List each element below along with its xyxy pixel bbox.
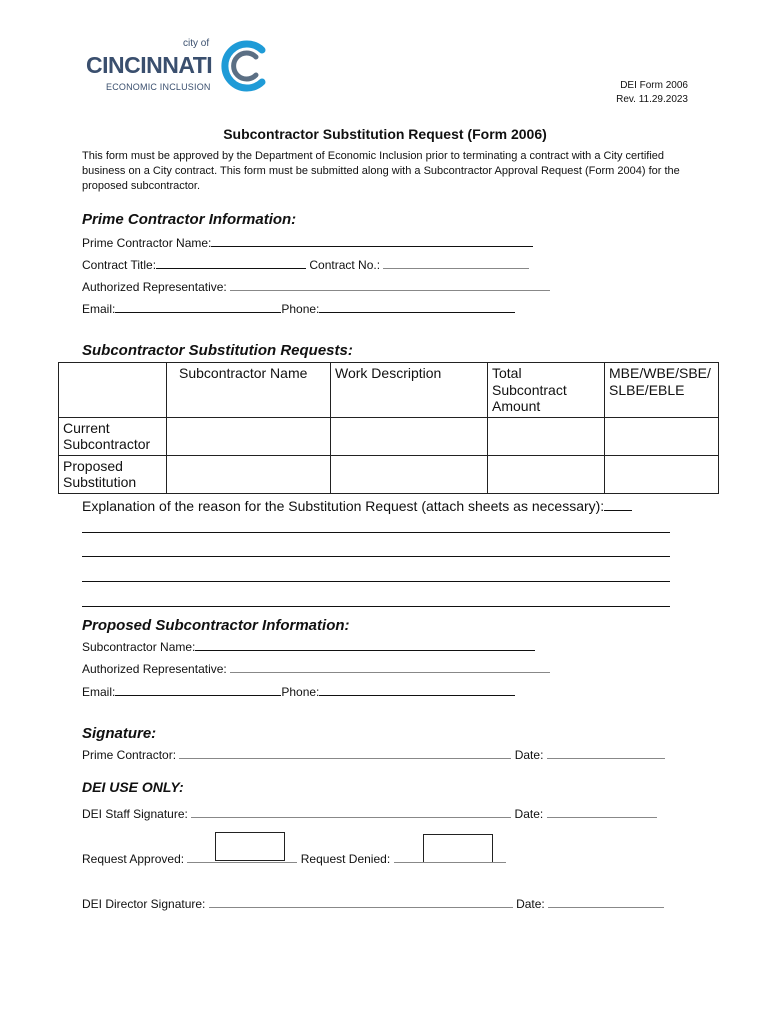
prime-name-field[interactable]: [211, 233, 533, 247]
explanation-inline-field[interactable]: [604, 495, 632, 511]
proposed-rep-row: [82, 659, 550, 676]
prime-email-label: Email:: [82, 302, 116, 316]
dei-staff-label: DEI Staff Signature:: [82, 807, 188, 821]
form-meta: [616, 79, 688, 107]
col-work-description: Work Description: [331, 363, 488, 418]
dei-staff-date-field[interactable]: [547, 804, 657, 818]
current-amount-cell[interactable]: [488, 417, 605, 455]
logo-subtitle: ECONOMIC INCLUSION: [106, 82, 211, 92]
prime-contact-row: [82, 299, 515, 316]
intro-text: This form must be approved by the Department of Economic Inclusion prior to terminating a contract with a City certified business on a City contract. This form must be submitted along with a Subcontractor Approval Request (Form 2004) for the proposed subcontractor.: [82, 150, 680, 192]
prime-date-label: Date:: [514, 748, 544, 762]
dei-staff-row: [82, 804, 657, 821]
proposed-contact-row: [82, 682, 515, 699]
explanation-line-2[interactable]: [82, 556, 670, 557]
prime-name-label: Prime Contractor Name:: [82, 236, 212, 250]
city-logo: [82, 38, 272, 94]
col-subcontractor-name: Subcontractor Name: [167, 363, 331, 418]
contract-row: [82, 255, 529, 272]
table-header-row: [59, 363, 719, 418]
row-current-label: Current Subcontractor: [59, 417, 167, 455]
proposed-name-field[interactable]: [195, 637, 535, 651]
logo-wordmark: CINCINNATI: [86, 52, 213, 78]
proposed-name-row: [82, 637, 535, 654]
table-row: [59, 417, 719, 455]
dei-director-row: [82, 894, 664, 911]
contract-title-field[interactable]: [156, 255, 306, 269]
explanation-row: [82, 495, 632, 514]
current-cert-cell[interactable]: [605, 417, 719, 455]
explanation-label: Explanation of the reason for the Substitution Request (attach sheets as necessary):: [82, 498, 605, 514]
contract-title-label: Contract Title:: [82, 258, 157, 272]
current-name-cell[interactable]: [167, 417, 331, 455]
logo-city-of: city of: [183, 38, 210, 49]
explanation-line-4[interactable]: [82, 606, 670, 607]
dei-director-date-label: Date:: [516, 897, 545, 911]
request-denied-label: Request Denied:: [300, 852, 391, 866]
signature-section-heading: Signature:: [82, 725, 157, 742]
request-approved-label: Request Approved:: [82, 852, 185, 866]
prime-signature-row: [82, 745, 665, 762]
prime-rep-row: [82, 277, 550, 294]
proposed-phone-field[interactable]: [319, 682, 515, 696]
dei-staff-date-label: Date:: [514, 807, 544, 821]
prime-date-field[interactable]: [547, 745, 665, 759]
form-revision: Rev. 11.29.2023: [616, 94, 688, 105]
table-row: [59, 455, 719, 493]
request-denied-field[interactable]: [394, 849, 506, 863]
proposed-section-heading: Proposed Subcontractor Information:: [82, 617, 350, 634]
dei-director-label: DEI Director Signature:: [82, 897, 206, 911]
logo-c-mark-icon: [216, 38, 272, 94]
dei-staff-signature-field[interactable]: [191, 804, 511, 818]
col-certification: MBE/WBE/SBE/ SLBE/EBLE: [605, 363, 719, 418]
explanation-line-3[interactable]: [82, 581, 670, 582]
prime-rep-label: Authorized Representative:: [82, 280, 227, 294]
dei-section-heading: DEI USE ONLY:: [82, 779, 184, 795]
contract-no-field[interactable]: [383, 255, 529, 269]
prime-email-field[interactable]: [115, 299, 281, 313]
proposed-name-cell[interactable]: [167, 455, 331, 493]
prime-phone-label: Phone:: [281, 302, 320, 316]
proposed-work-cell[interactable]: [331, 455, 488, 493]
dei-director-signature-field[interactable]: [209, 894, 513, 908]
form-number: DEI Form 2006: [620, 80, 688, 91]
prime-signature-label: Prime Contractor:: [82, 748, 177, 762]
proposed-email-label: Email:: [82, 685, 116, 699]
proposed-rep-field[interactable]: [230, 659, 550, 673]
prime-section-heading: Prime Contractor Information:: [82, 211, 297, 228]
proposed-cert-cell[interactable]: [605, 455, 719, 493]
explanation-line-1[interactable]: [82, 532, 670, 533]
row-proposed-label: Proposed Substitution: [59, 455, 167, 493]
prime-phone-field[interactable]: [319, 299, 515, 313]
subs-section-heading: Subcontractor Substitution Requests:: [82, 342, 353, 359]
substitution-table: [58, 362, 719, 494]
proposed-email-field[interactable]: [115, 682, 281, 696]
table-corner-cell: [59, 363, 167, 418]
prime-name-row: [82, 233, 533, 250]
proposed-rep-label: Authorized Representative:: [82, 662, 227, 676]
request-decision-row: [82, 849, 506, 866]
col-total-amount: Total Subcontract Amount: [488, 363, 605, 418]
prime-signature-field[interactable]: [179, 745, 511, 759]
contract-no-label: Contract No.:: [309, 258, 381, 272]
dei-director-date-field[interactable]: [548, 894, 664, 908]
prime-rep-field[interactable]: [230, 277, 550, 291]
proposed-amount-cell[interactable]: [488, 455, 605, 493]
request-approved-field[interactable]: [187, 849, 297, 863]
proposed-phone-label: Phone:: [281, 685, 320, 699]
current-work-cell[interactable]: [331, 417, 488, 455]
page-title: Subcontractor Substitution Request (Form 2006): [223, 126, 547, 142]
proposed-name-label: Subcontractor Name:: [82, 640, 196, 654]
